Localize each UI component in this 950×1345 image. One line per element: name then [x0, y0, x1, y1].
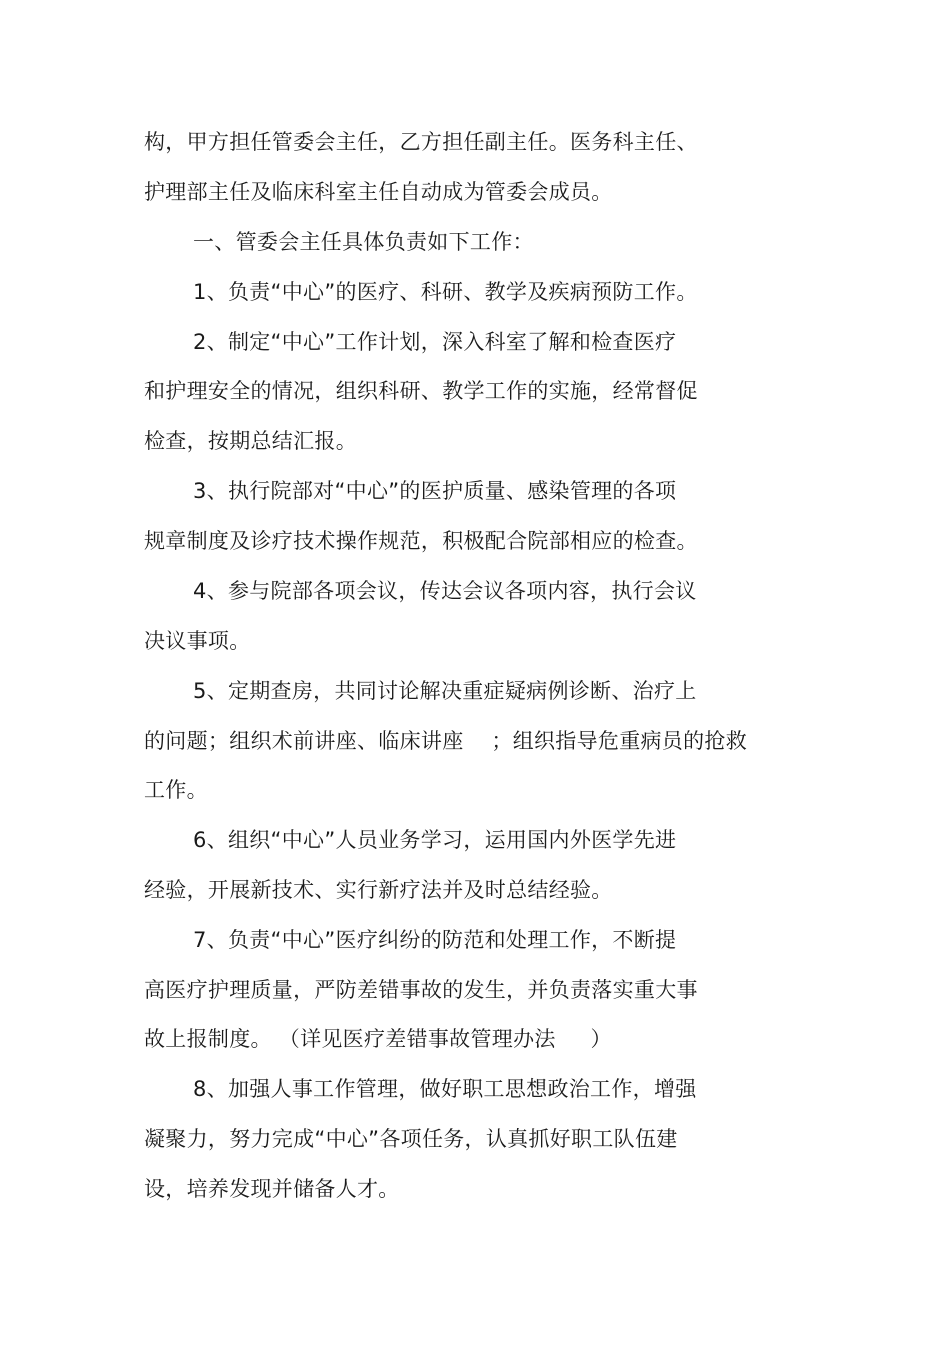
list-item: 8、加强人事工作管理，做好职工思想政治工作，增强: [193, 1077, 697, 1101]
text-line: 工作。: [144, 778, 208, 802]
list-item: 6、组织“中心”人员业务学习，运用国内外医学先进: [193, 828, 677, 852]
text-line: 决议事项。: [144, 629, 251, 653]
text-line: 规章制度及诊疗技术操作规范，积极配合院部相应的检查。: [144, 529, 698, 553]
text-line: 的问题；组织术前讲座、临床讲座 ；组织指导危重病员的抢救: [144, 729, 747, 753]
text-line: 故上报制度。 （详见医疗差错事故管理办法 ）: [144, 1027, 612, 1051]
text-line: 构，甲方担任管委会主任，乙方担任副主任。医务科主任、: [144, 130, 698, 154]
text-line: 检查，按期总结汇报。: [144, 429, 357, 453]
list-item: 2、制定“中心”工作计划，深入科室了解和检查医疗: [193, 330, 677, 354]
list-item: 5、定期查房，共同讨论解决重症疑病例诊断、治疗上: [193, 679, 697, 703]
text-line: 和护理安全的情况，组织科研、教学工作的实施，经常督促: [144, 379, 698, 403]
text-line: 设，培养发现并储备人才。: [144, 1177, 400, 1201]
list-item: 4、参与院部各项会议，传达会议各项内容，执行会议: [193, 579, 697, 603]
list-item: 7、负责“中心”医疗纠纷的防范和处理工作，不断提: [193, 928, 677, 952]
text-line: 经验，开展新技术、实行新疗法并及时总结经验。: [144, 878, 613, 902]
text-line: 高医疗护理质量，严防差错事故的发生，并负责落实重大事: [144, 978, 698, 1002]
text-line: 护理部主任及临床科室主任自动成为管委会成员。: [144, 180, 613, 204]
text-line: 凝聚力，努力完成“中心”各项任务，认真抓好职工队伍建: [144, 1127, 678, 1151]
list-item: 3、执行院部对“中心”的医护质量、感染管理的各项: [193, 479, 677, 503]
list-item: 1、负责“中心”的医疗、科研、教学及疾病预防工作。: [193, 280, 698, 304]
section-heading: 一、管委会主任具体负责如下工作：: [193, 230, 534, 254]
